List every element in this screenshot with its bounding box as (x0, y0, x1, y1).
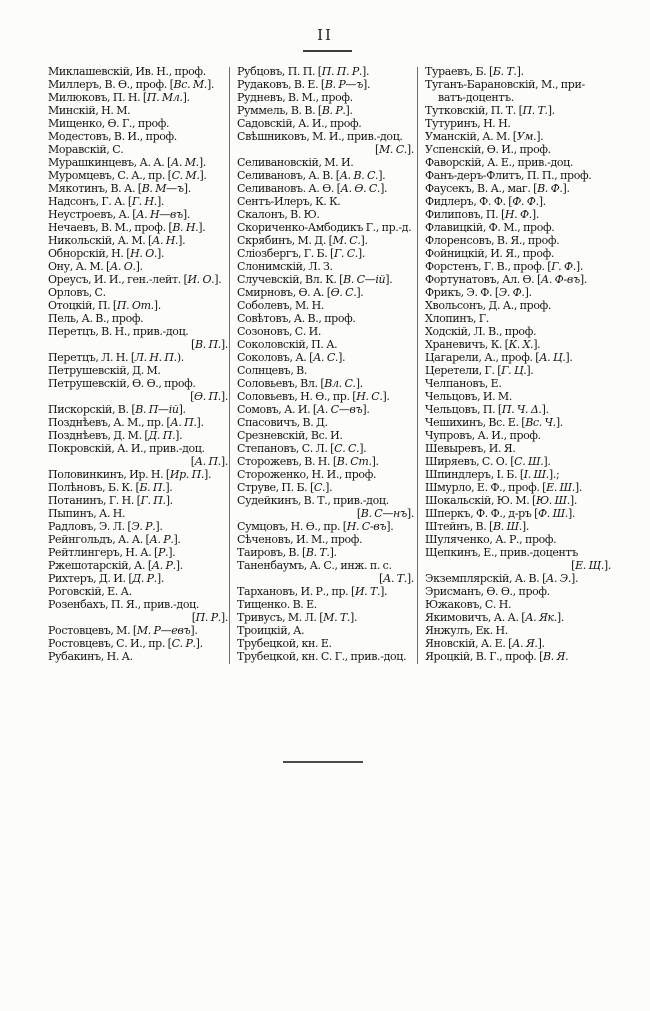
entry-line: Радловъ, Э. Л. [Э. Р.]. (48, 520, 163, 533)
entry-line: Фаворскій, А. Е., прив.-доц. (425, 156, 574, 169)
entry-line: Тривусъ, М. Л. [М. Т.]. (237, 611, 358, 624)
entry-line: Мурашкинцевъ, А. А. [А. М.]. (48, 156, 206, 169)
entry-line: Срезневскій, Вс. И. (237, 429, 343, 442)
entry-line: Модестовъ, В. И., проф. (48, 130, 177, 143)
entry-line: Рейнгольдъ, А. А. [А. Р.]. (48, 533, 181, 546)
entry-line: [Ѳ. П.]. (190, 390, 228, 403)
entry-line: Цагарели, А., проф. [А. Ц.]. (425, 351, 573, 364)
entry-line: [В. П.]. (191, 338, 228, 351)
entry-line: Руммель, В. В. [В. Р.]. (237, 104, 353, 117)
entry-line: Янжулъ, Ек. Н. (425, 624, 508, 637)
entry-line: Созоновъ, С. И. (237, 325, 322, 338)
entry-line: Соколовскій, П. А. (237, 338, 338, 351)
entry-line: Яроцкій, В. Г., проф. [В. Я. (425, 650, 569, 663)
entry-line: Случевскій, Вл. К. [В. С—ій]. (237, 273, 393, 286)
entry-line: Свѣшниковъ, М. И., прив.-доц. (237, 130, 403, 143)
entry-line: Тищенко. В. Е. (237, 598, 317, 611)
entry-line: Рихтеръ, Д. И. [Д. Р.]. (48, 572, 164, 585)
entry-line: Половинкинъ, Ир. Н. [Ир. П.]. (48, 468, 212, 481)
entry-line: Ростовцевъ, С. И., пр. [С. Р.]. (48, 637, 203, 650)
entry-line: Форстенъ, Г. В., проф. [Г. Ф.]. (425, 260, 583, 273)
entry-line: Якимовичъ, А. А. [А. Як.]. (425, 611, 564, 624)
footer-divider-rule (283, 761, 363, 763)
entry-line: Миклашевскій, Ив. Н., проф. (48, 65, 206, 78)
entry-line: Рейтлингеръ, Н. А. [Р.]. (48, 546, 176, 559)
entry-line: Чупровъ, А. И., проф. (425, 429, 541, 442)
entry-line: Отоцкій, П. [П. От.]. (48, 299, 161, 312)
entry-line: Сомовъ, А. И. [А. С—въ]. (237, 403, 370, 416)
entry-line: Позднѣевъ, А. М., пр. [А. П.]. (48, 416, 204, 429)
entry-line: Солнцевъ, В. (237, 364, 308, 377)
entry-line: Храневичъ, К. [К. Х.]. (425, 338, 541, 351)
entry-line: Южаковъ, С. Н. (425, 598, 512, 611)
entry-line: Соболевъ, М. Н. (237, 299, 325, 312)
entry-line: Рудаковъ, В. Е. [В. Р—ъ]. (237, 78, 371, 91)
entry-line: Ореусъ, И. И., ген.-лейт. [И. О.]. (48, 273, 222, 286)
entry-line: Роговскій, Е. А. (48, 585, 132, 598)
entry-line: Петрушевскій, Ѳ. Ѳ., проф. (48, 377, 196, 390)
entry-line: Хвольсонъ, Д. А., проф. (425, 299, 552, 312)
entry-line: Милюковъ, П. Н. [П. Мл.]. (48, 91, 190, 104)
entry-line: [М. С.]. (375, 143, 414, 156)
page-number: II (317, 26, 333, 44)
entry-line: Совѣтовъ, А. В., проф. (237, 312, 356, 325)
entry-line: Фидлеръ, Ф. Ф. [Ф. Ф.]. (425, 195, 546, 208)
entry-line: Скалонъ, В. Ю. (237, 208, 320, 221)
entry-line: Успенскій, Ѳ. И., проф. (425, 143, 551, 156)
entry-line: [Е. Щ.]. (571, 559, 611, 572)
entry-line: Розенбахъ, П. Я., прив.-доц. (48, 598, 199, 611)
entry-line: Ширяевъ, С. О. [С. Ш.]. (425, 455, 551, 468)
entry-line: Шпиндлеръ, І. Б. [І. Ш.].; (425, 468, 560, 481)
entry-line: Мищенко, Ѳ. Г., проф. (48, 117, 170, 130)
entry-line: Соколовъ, А. [А. С.]. (237, 351, 346, 364)
entry-line: Ростовцевъ, М. [М. Р—евъ]. (48, 624, 198, 637)
entry-line: Покровскій, А. И., прив.-доц. (48, 442, 205, 455)
names-column-3 (425, 65, 611, 663)
column-divider-2 (417, 67, 418, 664)
entry-line: Судейкинъ, В. Т., прив.-доц. (237, 494, 389, 507)
entry-line: Орловъ, С. (48, 286, 106, 299)
entry-line: Рубцовъ, П. П. [П. П. Р.]. (237, 65, 370, 78)
entry-line: Шокальскій, Ю. М. [Ю. Ш.]. (425, 494, 577, 507)
entry-line: Скориченко-Амбодикъ Г., пр.-д. (237, 221, 412, 234)
entry-line: Сліозбергъ, Г. Б. [Г. С.]. (237, 247, 366, 260)
entry-line: Сентъ-Илеръ, К. К. (237, 195, 341, 208)
entry-line: Ходскій, Л. В., проф. (425, 325, 537, 338)
entry-line: Надсонъ, Г. А. [Г. Н.]. (48, 195, 165, 208)
entry-line: Чешихинъ, Вс. Е. [Вс. Ч.]. (425, 416, 563, 429)
entry-line: Церетели, Г. [Г. Ц.]. (425, 364, 534, 377)
entry-line: Петрушевскій, Д. М. (48, 364, 161, 377)
entry-line: Тутковскій, П. Т. [П. Т.]. (425, 104, 555, 117)
entry-line: Фанъ-деръ-Флитъ, П. П., проф. (425, 169, 592, 182)
entry-line: Сумцовъ, Н. Ѳ., пр. [Н. С-въ]. (237, 520, 394, 533)
entry-line: Трубецкой, кн. Е. (237, 637, 332, 650)
entry-line: Неустроевъ, А. [А. Н—въ]. (48, 208, 190, 221)
entry-line: Потанинъ, Г. Н. [Г. П.]. (48, 494, 173, 507)
entry-line: Туганъ-Барановскій, М., при- (425, 78, 585, 91)
entry-line: Никольскій, А. М. [А. Н.]. (48, 234, 186, 247)
entry-line: Фаусекъ, В. А., маг. [В. Ф.]. (425, 182, 570, 195)
entry-line: Полѣновъ, Б. К. [Б. П.]. (48, 481, 173, 494)
entry-line: Ону, А. М. [А. О.]. (48, 260, 143, 273)
entry-line: Штейнъ, В. [В. Ш.]. (425, 520, 529, 533)
entry-line: Минскій, Н. М. (48, 104, 131, 117)
entry-line: Рубакинъ, Н. А. (48, 650, 133, 663)
entry-line: Рудневъ, В. М., проф. (237, 91, 353, 104)
entry-line: Моравскій, С. (48, 143, 124, 156)
entry-line: Тархановъ, И. Р., пр. [И. Т.]. (237, 585, 388, 598)
names-column-1 (48, 65, 228, 663)
entry-line: Флоренсовъ, В. Я., проф. (425, 234, 560, 247)
entry-line: Селивановъ, А. В. [А. В. С.]. (237, 169, 386, 182)
entry-line: Фойницкій, И. Я., проф. (425, 247, 555, 260)
entry-line: Соловьевъ, Н. Ѳ., пр. [Н. С.]. (237, 390, 390, 403)
entry-line: Трубецкой, кн. С. Г., прив.-доц. (237, 650, 407, 663)
entry-line: Спасовичъ, В. Д. (237, 416, 328, 429)
entry-line: Таировъ, В. [В. Т.]. (237, 546, 337, 559)
entry-line: Степановъ, С. Л. [С. С.]. (237, 442, 367, 455)
entry-line: Пель, А. В., проф. (48, 312, 144, 325)
entry-line: Уманскій, А. М. [Ум.]. (425, 130, 544, 143)
entry-line: Слонимскій, Л. З. (237, 260, 333, 273)
entry-line: Обнорскій, Н. [Н. О.]. (48, 247, 165, 260)
entry-line: Щепкинъ, Е., прив.-доцентъ (425, 546, 578, 559)
entry-line: Струве, П. Б. [С.]. (237, 481, 333, 494)
entry-line: Чельцовъ, П. [П. Ч. Δ.]. (425, 403, 549, 416)
entry-line: Пискорскій, В. [В. П—ій]. (48, 403, 186, 416)
page-number-underline (303, 50, 352, 52)
entry-line: Пыпинъ, А. Н. (48, 507, 126, 520)
entry-line: Миллеръ, В. Ѳ., проф. [Вс. М.]. (48, 78, 215, 91)
entry-line: Сторожевъ, В. Н. [В. Ст.]. (237, 455, 379, 468)
entry-line: Эрисманъ, Ѳ. Ѳ., проф. (425, 585, 550, 598)
entry-line: Таненбаумъ, А. С., инж. п. с. (237, 559, 392, 572)
entry-line: Шмурло, Е. Ф., проф. [Е. Ш.]. (425, 481, 582, 494)
entry-line: Чельцовъ, И. М. (425, 390, 512, 403)
entry-line: Тутуринъ, Н. Н. (425, 117, 511, 130)
entry-line: Перетцъ, Л. Н. [Л. Н. П.). (48, 351, 184, 364)
entry-line: [А. Т.]. (379, 572, 414, 585)
entry-line: Экземплярскій, А. В. [А. Э.]. (425, 572, 579, 585)
column-divider-1 (229, 67, 230, 664)
entry-line: Хлопинъ, Г. (425, 312, 489, 325)
entry-line: Садовскій, А. И., проф. (237, 117, 362, 130)
entry-line: Скрябинъ, М. Д. [М. С.]. (237, 234, 368, 247)
entry-line: Селивановскій, М. И. (237, 156, 354, 169)
entry-line: Селивановъ. А. Ѳ. [А. Ѳ. С.]. (237, 182, 388, 195)
entry-line: Сѣченовъ, И. М., проф. (237, 533, 363, 546)
entry-line: Тураевъ, Б. [Б. Т.]. (425, 65, 524, 78)
names-column-2 (237, 65, 414, 663)
entry-line: Челпановъ, Е. (425, 377, 502, 390)
entry-line: [А. П.]. (190, 455, 228, 468)
entry-line: Шуляченко, А. Р., проф. (425, 533, 557, 546)
entry-line: Фортунатовъ, Ал. Ѳ. [А. Ф-въ]. (425, 273, 587, 286)
entry-line: Соловьевъ, Вл. [Вл. С.]. (237, 377, 363, 390)
entry-line: Шевыревъ, И. Я. (425, 442, 516, 455)
entry-line: ватъ-доцентъ. (438, 91, 514, 104)
entry-line: Ржешотарскій, А. [А. Р.]. (48, 559, 183, 572)
entry-line: Позднѣевъ, Д. М. [Д. П.]. (48, 429, 183, 442)
entry-line: [П. Р.]. (191, 611, 228, 624)
entry-line: Перетцъ, В. Н., прив.-доц. (48, 325, 189, 338)
entry-line: [В. С—нъ]. (356, 507, 414, 520)
entry-line: Шперкъ, Ф. Ф., д-ръ [Ф. Ш.]. (425, 507, 576, 520)
entry-line: Филиповъ, П. [Н. Ф.]. (425, 208, 539, 221)
entry-line: Мякотинъ, В. А. [В. М—ъ]. (48, 182, 191, 195)
entry-line: Фрикъ, Э. Ф. [Э. Ф.]. (425, 286, 532, 299)
entry-line: Яновскій, А. Е. [А. Я.]. (425, 637, 545, 650)
entry-line: Смирновъ, Ѳ. А. [Ѳ. С.]. (237, 286, 364, 299)
entry-line: Стороженко, Н. И., проф. (237, 468, 377, 481)
entry-line: Муромцевъ, С. А., пр. [С. М.]. (48, 169, 207, 182)
entry-line: Флавицкій, Ф. М., проф. (425, 221, 555, 234)
entry-line: Нечаевъ, В. М., проф. [В. Н.]. (48, 221, 206, 234)
entry-line: Троицкій, А. (237, 624, 305, 637)
